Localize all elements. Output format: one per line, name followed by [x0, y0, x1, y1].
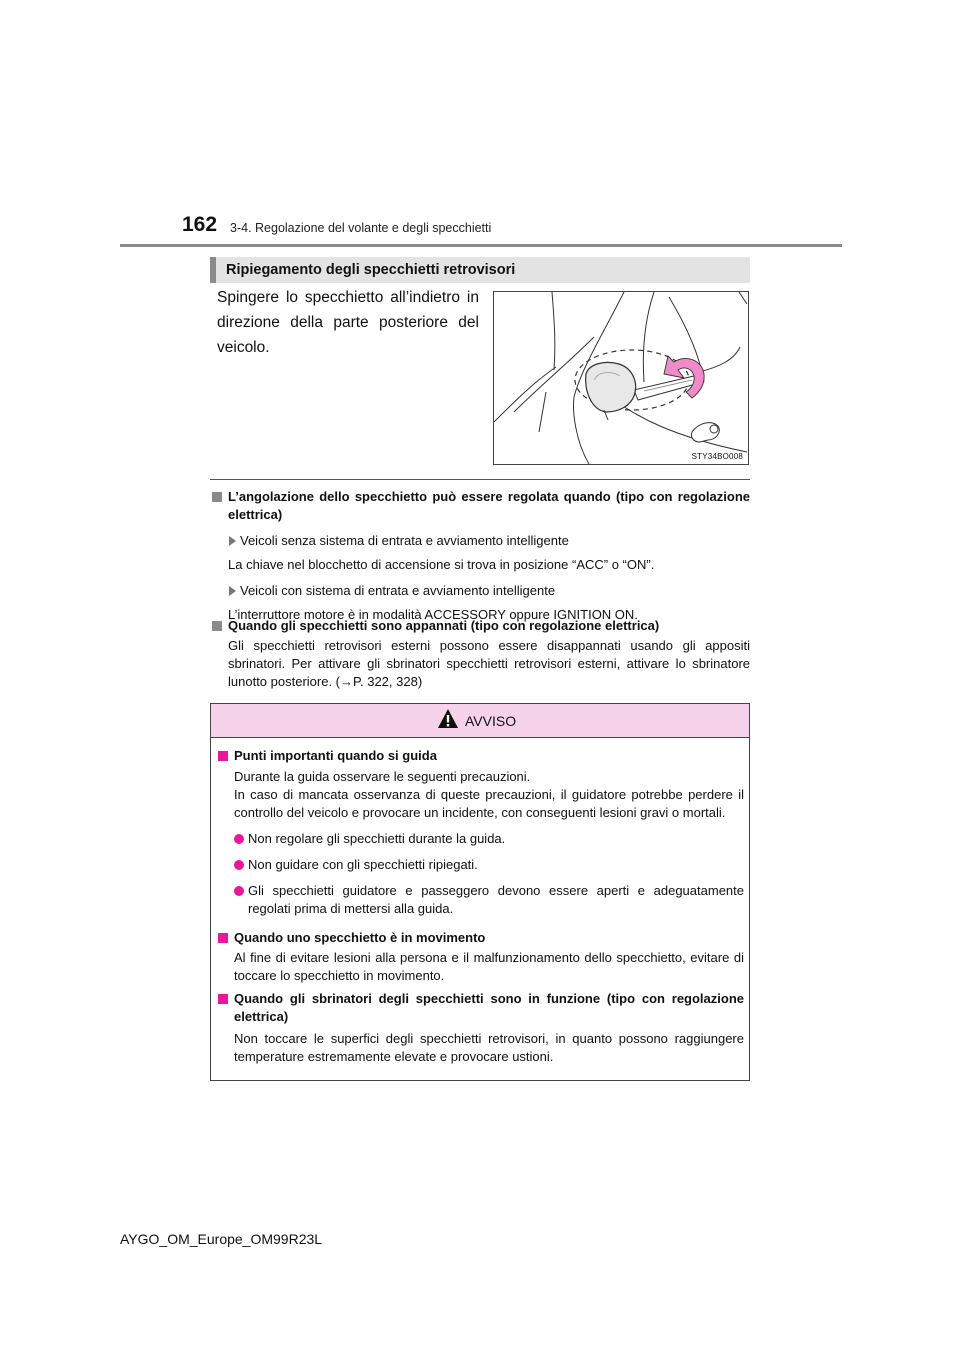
warning-block-title — [216, 747, 744, 765]
warning-block-title — [216, 990, 744, 1026]
square-bullet-icon — [218, 933, 228, 943]
note-title-text: L’angolazione dello specchietto può essere regolata quando (tipo con regolazione elettrica) — [228, 489, 750, 522]
note-title — [210, 617, 750, 635]
square-bullet-icon — [212, 492, 222, 502]
square-bullet-icon — [218, 994, 228, 1004]
warning-box — [210, 703, 750, 1081]
note-fogged-mirrors — [210, 617, 750, 691]
warning-bullet-text: Non regolare gli specchietti durante la guida. — [248, 831, 506, 846]
chapter-title: 3-4. Regolazione del volante e degli specchietti — [230, 221, 492, 235]
condition-label-text: Veicoli con sistema di entrata e avviamento intelligente — [240, 583, 556, 598]
condition-label — [210, 532, 750, 550]
note-mirror-angle — [210, 488, 750, 624]
condition-text: La chiave nel blocchetto di accensione si trova in posizione “ACC” o “ON”. — [228, 557, 655, 572]
square-bullet-icon — [212, 621, 222, 631]
warning-header — [211, 704, 749, 738]
warning-block-title — [216, 929, 744, 947]
warning-bullet-text: Non guidare con gli specchietti ripiegati. — [248, 857, 478, 872]
condition-text: L’interruttore motore è in modalità ACCESSORY oppure IGNITION ON. — [228, 607, 638, 622]
note-title-text: Quando gli specchietti sono appannati (tipo con regolazione elettrica) — [228, 618, 660, 633]
triangle-arrow-icon — [229, 536, 236, 546]
warning-text: Durante la guida osservare le seguenti precauzioni. — [234, 769, 531, 784]
warning-block-title-text: Punti importanti quando si guida — [234, 748, 437, 763]
section-title: Ripiegamento degli specchietti retrovisori — [226, 262, 516, 278]
square-bullet-icon — [218, 751, 228, 761]
warning-triangle-icon — [437, 708, 459, 730]
warning-bullet-text: Gli specchietti guidatore e passeggero devono essere aperti e adeguatamente regolati prima di mettersi alla guida. — [248, 883, 744, 916]
warning-bullet — [216, 856, 744, 874]
warning-block-title-text: Quando uno specchietto è in movimento — [234, 930, 486, 945]
circle-bullet-icon — [234, 834, 244, 844]
warning-block-driving — [216, 747, 744, 918]
section-divider — [210, 479, 750, 480]
note-title — [210, 488, 750, 524]
condition-label — [210, 582, 750, 600]
footer-document-code: AYGO_OM_Europe_OM99R23L — [120, 1231, 323, 1247]
mirror-illustration — [494, 292, 748, 464]
section-header-bar — [210, 257, 216, 283]
warning-text: Non toccare le superfici degli specchietti retrovisori, in quanto possono raggiungere temperature estremamente elevate e provocare ustioni. — [234, 1031, 744, 1064]
warning-text: In caso di mancata osservanza di queste precauzioni, il guidatore potrebbe perdere il controllo del veicolo e provocare un incidente, con conseguenti lesioni gravi o mortali. — [234, 787, 744, 820]
condition-label-text: Veicoli senza sistema di entrata e avviamento intelligente — [240, 533, 569, 548]
circle-bullet-icon — [234, 886, 244, 896]
warning-text: Al fine di evitare lesioni alla persona e il malfunzionamento dello specchietto, evitare di toccare lo specchietto in movimento. — [234, 950, 744, 983]
section-header — [210, 257, 750, 283]
intro-text: Spingere lo specchietto all’indietro in direzione della parte posteriore del veicolo. — [217, 289, 479, 356]
figure-code: STY34BO008 — [691, 452, 743, 461]
warning-bullet — [216, 882, 744, 918]
page-number: 162 — [182, 213, 218, 236]
warning-label: AVVISO — [465, 713, 517, 729]
circle-bullet-icon — [234, 860, 244, 870]
note-text: Gli specchietti retrovisori esterni possono essere disappannati usando gli appositi sbrinatori. Per attivare gli sbrinatori specchietti retrovisori esterni, attivare lo sbrinatore lunotto posteriore. (→P. 322, 328) — [228, 638, 750, 689]
warning-block-moving-mirror — [216, 929, 744, 985]
mirror-folding-figure — [493, 291, 749, 465]
warning-block-defrosters — [216, 990, 744, 1066]
warning-block-title-text: Quando gli sbrinatori degli specchietti sono in funzione (tipo con regolazione elettrica) — [234, 991, 744, 1024]
header-divider — [120, 244, 842, 247]
warning-bullet — [216, 830, 744, 848]
triangle-arrow-icon — [229, 586, 236, 596]
